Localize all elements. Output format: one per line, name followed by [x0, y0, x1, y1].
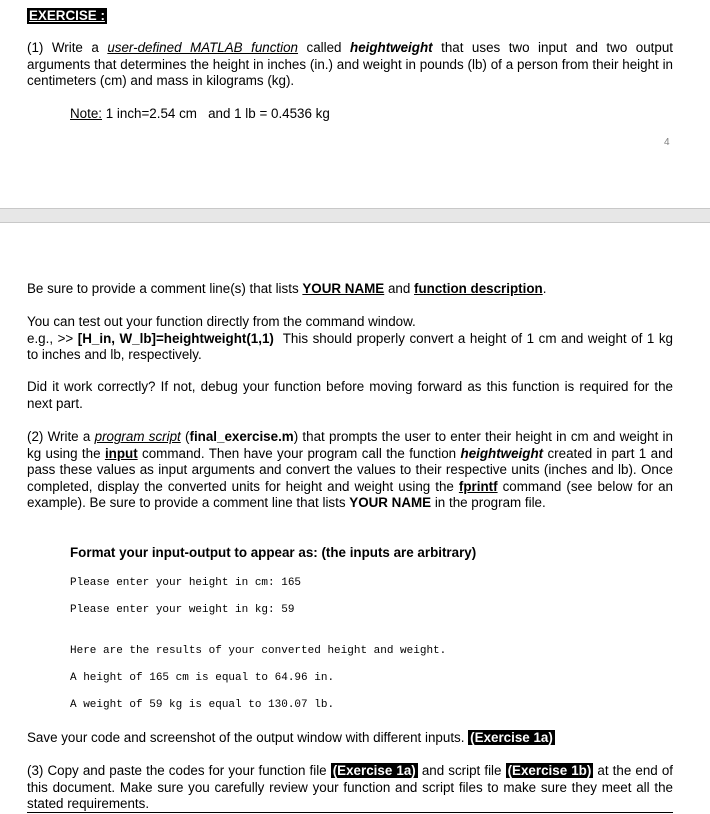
part-3-paragraph: (3) Copy and paste the codes for your function file (Exercise 1a) and script file (Exercise 1b) at the end of this document. Make sure you carefully review your function and script files to make sure they meet all the stated requirements. — [27, 763, 673, 811]
part-2-paragraph: (2) Write a program script (final_exercise.m) that prompts the user to enter their height in cm and weight in kg using the input command. Then have your program call the function heightweight created in part 1 and pass these values as input arguments and convert the values to their respective units (inches and lb). Once completed, display the converted units for height and weight using the fprintf command (see below for an example). Be sure to provide a comment line that lists YOUR NAME in the program file. — [27, 429, 674, 510]
page-break — [0, 208, 710, 223]
document-page-1 — [0, 0, 710, 208]
exercise-tag: (Exercise 1b) — [507, 763, 592, 778]
save-instruction: Save your code and screenshot of the output window with different inputs. (Exercise 1a) — [27, 730, 553, 745]
format-heading: Format your input-output to appear as: (the inputs are arbitrary) — [70, 545, 477, 560]
io-line: A weight of 59 kg is equal to 130.07 lb. — [70, 699, 335, 711]
debug-instruction: Did it work correctly? If not, debug your function before moving forward as this function is required for the next part. — [27, 379, 673, 411]
exercise-tag: (Exercise 1a) — [470, 730, 553, 745]
example-command: [H_in, W_lb]=heightweight(1,1) — [77, 330, 274, 346]
test-instruction: You can test out your function directly from the command window. e.g., >> [H_in, W_lb]=heightweight(1,1) This should properly convert a height of 1 cm and weight of 1 kg to inches and lb, respectively. — [27, 314, 677, 362]
part-1-paragraph: (1) Write a user-defined MATLAB function called heightweight that uses two input and two output arguments that determines the height in inches (in.) and weight in pounds (lb) of a person from their height in centimeters (cm) and mass in kilograms (kg). — [27, 40, 674, 88]
page-number: 4 — [664, 137, 670, 148]
bottom-rule — [27, 812, 673, 813]
io-line: Here are the results of your converted height and weight. — [70, 645, 447, 657]
exercise-tag: (Exercise 1a) — [332, 763, 416, 778]
user-defined-function-link: user-defined MATLAB function — [107, 40, 299, 55]
function-name: heightweight — [350, 40, 433, 55]
conversion-note: Note: 1 inch=2.54 cm and 1 lb = 0.4536 kg — [70, 106, 330, 121]
comment-line-instruction: Be sure to provide a comment line(s) that lists YOUR NAME and function description. — [27, 281, 547, 296]
document-page-2 — [0, 223, 710, 814]
exercise-header: EXERCISE : — [29, 8, 105, 23]
program-script-link: program script — [94, 429, 181, 444]
io-line: Please enter your weight in kg: 59 — [70, 604, 295, 616]
io-line: A height of 165 cm is equal to 64.96 in. — [70, 672, 335, 684]
io-line: Please enter your height in cm: 165 — [70, 577, 302, 589]
